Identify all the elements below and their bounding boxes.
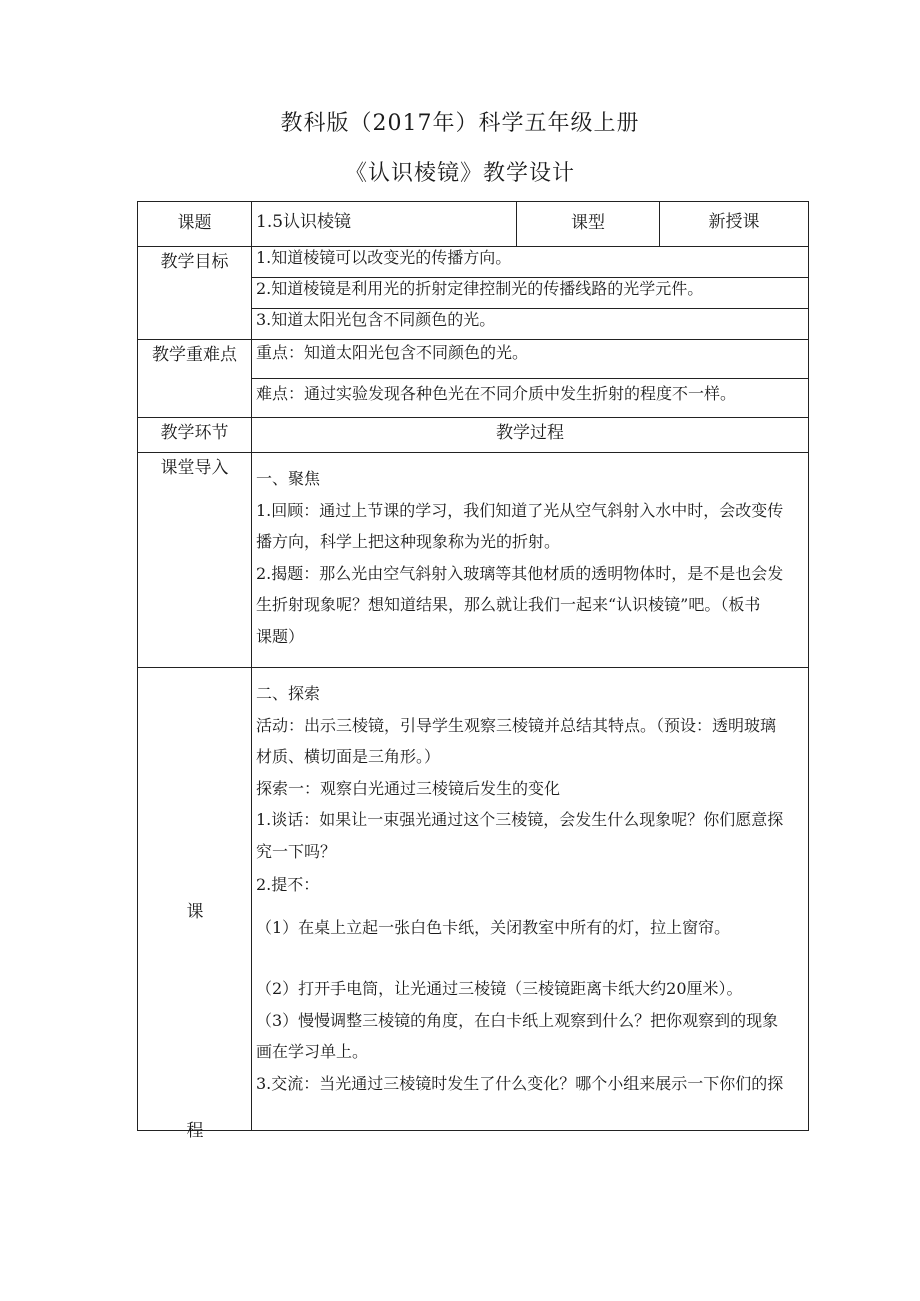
intro-content [252, 453, 809, 668]
explore-line: （3）慢慢调整三棱镜的角度，在白卡纸上观察到什么？把你观察到的现象 [256, 1010, 779, 1030]
explore-content [252, 668, 809, 1131]
goal-item: 3.知道太阳光包含不同颜色的光。 [252, 309, 809, 340]
explore-line: 材质、横切面是三角形。） [256, 747, 441, 766]
goal-item: 1.知道棱镜可以改变光的传播方向。 [252, 247, 809, 278]
intro-line: 播方向，科学上把这种现象称为光的折射。 [256, 532, 561, 551]
key-point-item: 重点：知道太阳光包含不同颜色的光。 [252, 340, 809, 379]
explore-line: 二、探索 [256, 684, 321, 703]
intro-line: 1.回顾：通过上节课的学习，我们知道了光从空气斜射入水中时，会改变传 [256, 500, 784, 520]
lesson-plan-table [137, 201, 809, 1141]
key-points-label: 教学重难点 [138, 340, 252, 418]
intro-row [138, 453, 809, 668]
explore-line: 3.交流：当光通过三棱镜时发生了什么变化？哪个小组来展示一下你们的探 [256, 1073, 784, 1093]
explore-line: 究一下吗？ [256, 841, 337, 861]
intro-line: 课题） [256, 626, 305, 646]
goal-item: 2.知道棱镜是利用光的折射定律控制光的传播线路的光学元件。 [252, 278, 809, 309]
goals-label: 教学目标 [138, 247, 252, 340]
key-point-item: 难点：通过实验发现各种色光在不同介质中发生折射的程度不一样。 [252, 379, 809, 418]
explore-line: 2.提不： [256, 875, 320, 894]
intro-line: 生折射现象呢？想知道结果，那么就让我们一起来“认识棱镜”吧。（板书 [256, 595, 761, 614]
intro-line: 一、聚焦 [256, 469, 321, 488]
topic-label: 课题 [138, 202, 252, 247]
explore-label-bottom: 程 [186, 1121, 204, 1141]
explore-line: 画在学习单上。 [256, 1042, 369, 1061]
lesson-title: 《认识棱镜》教学设计 [344, 161, 575, 186]
lesson-type-value: 新授课 [660, 202, 809, 247]
process-stage-header: 教学环节 [138, 418, 252, 453]
key-point-row-1 [138, 340, 809, 379]
explore-label-top: 课 [186, 902, 204, 922]
intro-line: 2.揭题：那么光由空气斜射入玻璃等其他材质的透明物体时，是不是也会发 [256, 563, 784, 583]
explore-line: 活动：出示三棱镜，引导学生观察三棱镜并总结其特点。（预设：透明玻璃 [256, 715, 777, 735]
explore-line: 探索一：观察白光通过三棱镜后发生的变化 [256, 778, 561, 798]
process-content-header: 教学过程 [252, 418, 809, 453]
lesson-type-label: 课型 [517, 202, 660, 247]
explore-line: （1）在桌上立起一张白色卡纸，关闭教室中所有的灯，拉上窗帘。 [256, 918, 731, 937]
explore-label [138, 668, 252, 1141]
intro-label: 课堂导入 [138, 453, 252, 668]
explore-line: 1.谈话：如果让一束强光通过这个三棱镜，会发生什么现象呢？你们愿意探 [256, 810, 784, 829]
explore-row [138, 668, 809, 1131]
document-title: 教科版（2017年）科学五年级上册 [280, 111, 640, 136]
topic-value: 1.5认识棱镜 [252, 202, 517, 247]
topic-row [138, 202, 809, 247]
goal-row-1 [138, 247, 809, 278]
process-header-row [138, 418, 809, 453]
explore-line: （2）打开手电筒，让光通过三棱镜（三棱镜距离卡纸大约20厘米）。 [256, 979, 743, 998]
